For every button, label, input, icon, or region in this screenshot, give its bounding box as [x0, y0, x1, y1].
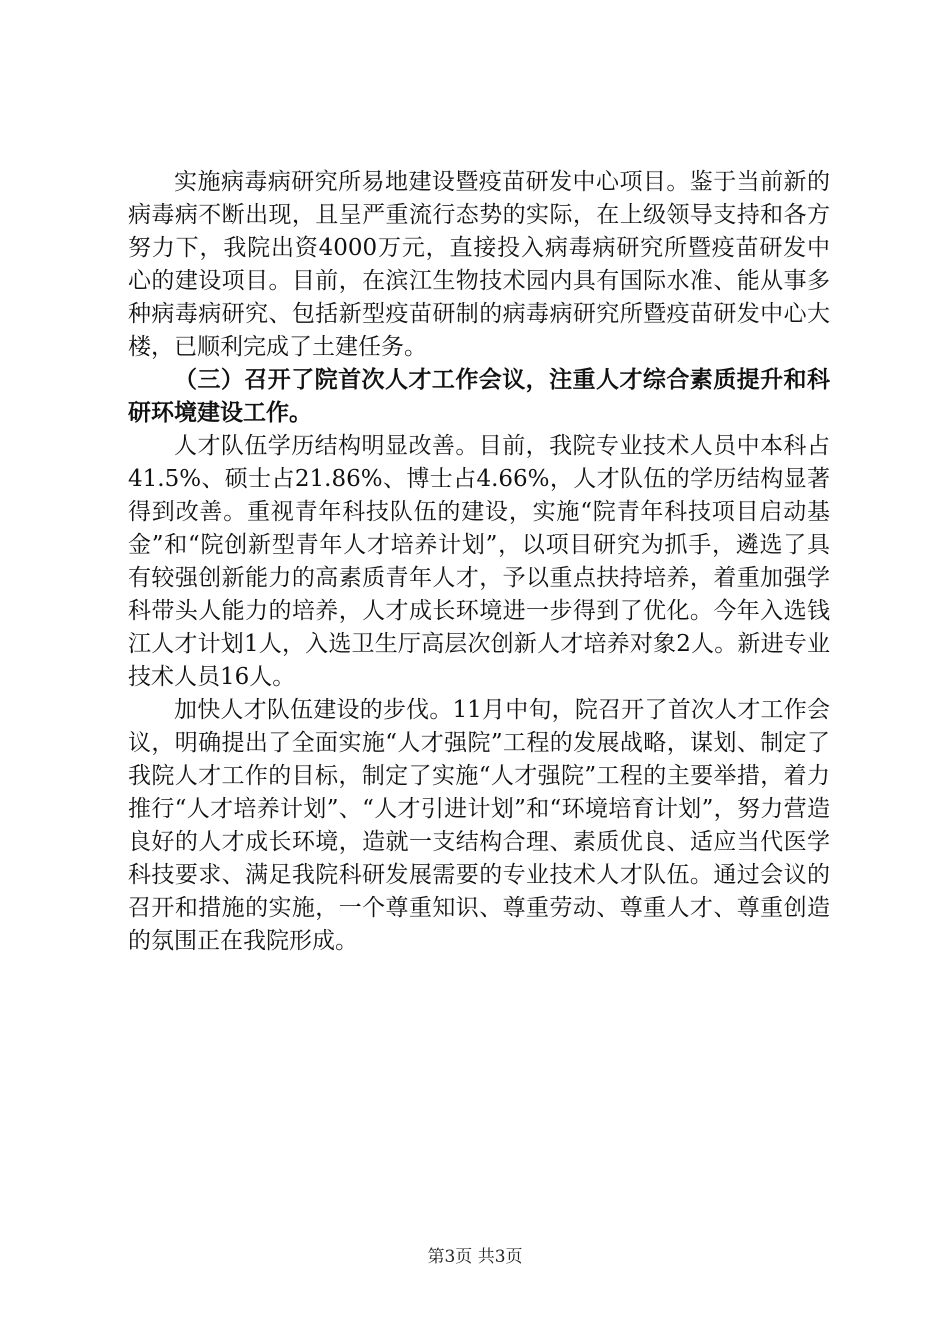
paragraph-talent-team-building: 加快人才队伍建设的步伐。11月中旬，院召开了首次人才工作会议，明确提出了全面实施“人才强院”工程的发展战略，谋划、制定了我院人才工作的目标，制定了实施“人才强院”工程的主要举措，着力推行“人才培养计划”、“人才引进计划”和“环境培育计划”，努力营造良好的人才成长环境，造就一支结构合理、素质优良、适应当代医学科技要求、满足我院科研发展需要的专业技术人才队伍。通过会议的召开和措施的实施，一个尊重知识、尊重劳动、尊重人才、尊重创造的氛围正在我院形成。 — [128, 697, 830, 954]
section-heading-talent-conference: （三）召开了院首次人才工作会议，注重人才综合素质提升和科研环境建设工作。 — [128, 367, 830, 426]
page-footer: 第3页 共3页 — [427, 1247, 523, 1267]
document-body — [128, 166, 830, 958]
paragraph-virus-institute-project: 实施病毒病研究所易地建设暨疫苗研发中心项目。鉴于当前新的病毒病不断出现，且呈严重流行态势的实际，在上级领导支持和各方努力下，我院出资4000万元，直接投入病毒病研究所暨疫苗研发中心的建设项目。目前，在滨江生物技术园内具有国际水准、能从事多种病毒病研究、包括新型疫苗研制的病毒病研究所暨疫苗研发中心大楼，已顺利完成了土建任务。 — [128, 169, 830, 360]
paragraph-education-structure: 人才队伍学历结构明显改善。目前，我院专业技术人员中本科占41.5%、硕士占21.86%、博士占4.66%，人才队伍的学历结构显著得到改善。重视青年科技队伍的建设，实施“院青年科技项目启动基金”和“院创新型青年人才培养计划”，以项目研究为抓手，遴选了具有较强创新能力的高素质青年人才，予以重点扶持培养，着重加强学科带头人能力的培养，人才成长环境进一步得到了优化。今年入选钱江人才计划1人，入选卫生厅高层次创新人才培养对象2人。新进专业技术人员16人。 — [128, 433, 830, 690]
